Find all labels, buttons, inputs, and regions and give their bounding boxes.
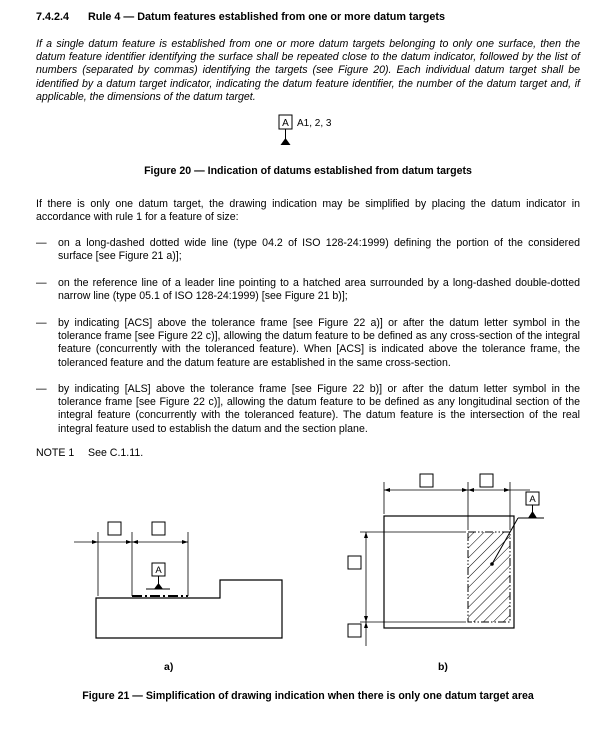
figure-20-datum-indicator [270,112,350,154]
section-title: Rule 4 — Datum features established from one or more datum targets [88,11,445,23]
dimension-frame [480,474,493,487]
list-item [36,317,580,370]
list-item-text: by indicating [ACS] above the tolerance frame [see Figure 22 a)] or after the datum letter symbol in the tolerance frame [see Figure 22 c)], allowing the datum feature to be defined as any cross-section of the integral feature (concurrently with the toleranced feature). When [ACS] is indicated above the tolerance frame, the toleranced feature and the datum feature are established in the same cross-section. [58,317,580,369]
list-dash: — [36,317,47,329]
list-dash: — [36,383,47,395]
note [36,447,143,460]
datum-triangle [154,583,163,589]
intro-paragraph: If a single datum feature is established from one or more datum targets belonging to only one surface, then the datum feature identifier identifying the surface shall be repeated close to the datum indicator, followed by the list of numbers (separated by commas) identifying the targets (see Figure 20). Each individual datum target shall be identified by a datum target indicator, indicating the datum feature identifier, the number of the datum target and, if applicable, the dimensions of the datum target. [36,38,580,103]
datum-letter: A [155,565,162,576]
datum-letter: A [529,494,536,505]
list-item [36,237,580,263]
dimension-frame [108,522,121,535]
dimension-frame [348,556,361,569]
list-item [36,383,580,436]
dimension-frame [152,522,165,535]
list-dash: — [36,277,47,289]
datum-targets-label: A1, 2, 3 [297,118,332,129]
datum-letter: A [282,118,289,129]
section-number: 7.4.2.4 [36,11,70,23]
figure-20-caption: Figure 20 — Indication of datums established from datum targets [144,165,472,177]
note-text: See C.1.11. [88,447,144,459]
list-item-text: by indicating [ALS] above the tolerance frame [see Figure 22 b)] or after the datum letter symbol in the tolerance frame [see Figure 22 c)], allowing the datum feature to be defined as any longitudinal section of the integral feature (concurrently with the toleranced feature). The datum feature is the intersection of the real integral feature used to establish the datum and the section plane. [58,383,580,435]
list-item-text: on the reference line of a leader line pointing to a hatched area surrounded by a long-dashed double-dotted narrow line (type 05.1 of ISO 128-24:1999) [see Figure 21 b)]; [58,277,580,303]
list-item-text: on a long-dashed dotted wide line (type 04.2 of ISO 128-24:1999) defining the portion of the considered surface [see Figure 21 a)]; [58,237,580,263]
subfigure-label-a: a) [164,661,174,673]
figure-21b-drawing [340,468,560,658]
figure-21-caption: Figure 21 — Simplification of drawing indication when there is only one datum target area [82,690,534,702]
note-label: NOTE 1 [36,447,75,459]
datum-triangle [281,138,291,145]
list-dash: — [36,237,47,249]
datum-triangle [528,511,537,518]
subfigure-label-b: b) [438,661,448,673]
figure-21a-drawing [60,510,290,650]
hatched-datum-area [468,532,510,622]
part-outline [96,580,282,638]
dimension-frame [348,624,361,637]
list-item [36,277,580,303]
section-heading [36,11,445,24]
dimension-frame [420,474,433,487]
body-paragraph: If there is only one datum target, the drawing indication may be simplified by placing the datum indicator in accordance with rule 1 for a feature of size: [36,198,580,224]
